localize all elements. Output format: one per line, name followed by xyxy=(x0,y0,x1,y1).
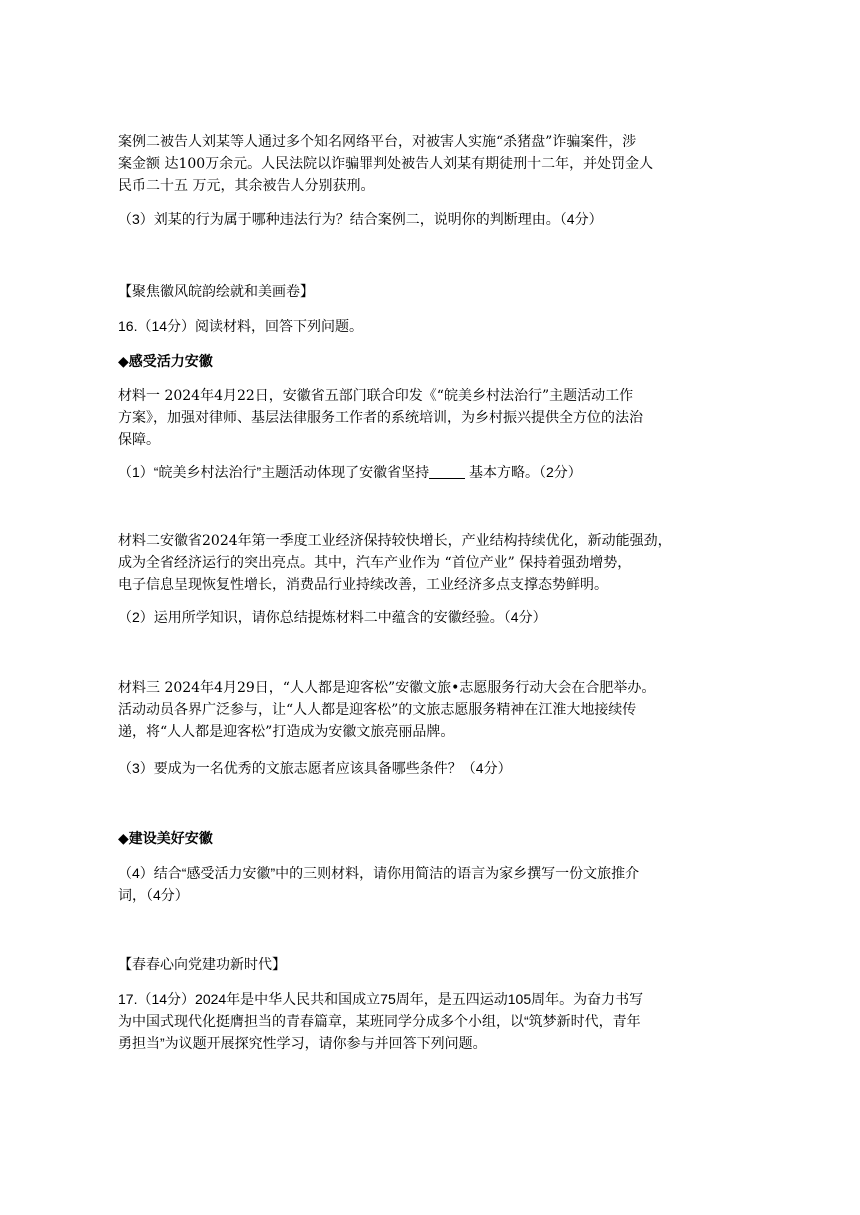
question-17-line: 17.（14分）2024年是中华人民共和国成立75周年，是五四运动105周年。为奋力书写 xyxy=(118,991,644,1007)
question-3-case2: （3）刘某的行为属于哪种违法行为？结合案例二，说明你的判断理由。（4分） xyxy=(118,211,603,227)
question-17-line: 勇担当”为议题开展探究性学习，请你参与并回答下列问题。 xyxy=(118,1035,487,1051)
material-2-line: 材料二安徽省2024年第一季度工业经济保持较快增长，产业结构持续优化，新动能强劲， xyxy=(118,533,672,549)
question-16-2: （2）运用所学知识，请你总结提炼材料二中蕴含的安徽经验。（4分） xyxy=(118,609,547,625)
question-16-4 xyxy=(118,862,758,906)
question-16-intro: 16.（14分）阅读材料，回答下列问题。 xyxy=(118,318,364,334)
case2-paragraph xyxy=(118,131,758,197)
question-16-1-text: （1）“皖美乡村法治行”主题活动体现了安徽省坚持 xyxy=(118,464,430,480)
subheading-build-anhui: ◆建设美好安徽 xyxy=(118,830,213,846)
material-3-paragraph xyxy=(118,677,758,743)
question-16-4-line: 词，（4分） xyxy=(118,887,189,903)
material-2-paragraph xyxy=(118,530,758,596)
material-2-line: 成为全省经济运行的突出亮点。其中，汽车产业作为 “首位产业” 保持着强劲增势， xyxy=(118,555,632,571)
material-2-line: 电子信息呈现恢复性增长，消费品行业持续改善，工业经济多点支撑态势鲜明。 xyxy=(118,577,608,593)
material-1-paragraph xyxy=(118,385,758,451)
subheading-vibrant-anhui: ◆感受活力安徽 xyxy=(118,353,213,369)
material-3-line: 递，将“人人都是迎客松”打造成为安徽文旅亮丽品牌。 xyxy=(118,724,455,740)
question-16-1-text-end: 基本方略。（2分） xyxy=(465,464,582,480)
question-17-line: 为中国式现代化挺膺担当的青春篇章，某班同学分成多个小组，以“筑梦新时代，青年 xyxy=(118,1013,641,1029)
case2-line: 案例二被告人刘某等人通过多个知名网络平台，对被害人实施“杀猪盘”诈骗案件，涉 xyxy=(118,134,637,150)
section-heading-youth: 【春春心向党建功新时代】 xyxy=(118,956,286,972)
material-3-line: 材料三 2024年4月29日，“人人都是迎客松”安徽文旅•志愿服务行动大会在合肥举办。 xyxy=(118,680,656,696)
material-1-line: 保障。 xyxy=(118,432,160,448)
question-17-intro xyxy=(118,988,758,1054)
question-16-4-line: （4）结合“感受活力安徽”中的三则材料，请你用简洁的语言为家乡撰写一份文旅推介 xyxy=(118,865,640,881)
question-16-1 xyxy=(118,461,758,483)
material-1-line: 方案》，加强对律师、基层法律服务工作者的系统培训，为乡村振兴提供全方位的法治 xyxy=(118,410,643,426)
answer-blank[interactable] xyxy=(429,464,465,479)
question-16-3: （3）要成为一名优秀的文旅志愿者应该具备哪些条件？（4分） xyxy=(118,760,512,776)
material-3-line: 活动动员各界广泛参与，让“人人都是迎客松”的文旅志愿服务精神在江淮大地接续传 xyxy=(118,702,637,718)
case2-line: 案金额 达100万余元。人民法院以诈骗罪判处被告人刘某有期徒刑十二年，并处罚金人 xyxy=(118,156,654,172)
case2-line: 民币二十五 万元，其余被告人分别获刑。 xyxy=(118,178,375,194)
section-heading-anhui: 【聚焦徽风皖韵绘就和美画卷】 xyxy=(118,283,314,299)
material-1-line: 材料一 2024年4月22日，安徽省五部门联合印发《“皖美乡村法治行”主题活动工作 xyxy=(118,388,634,404)
